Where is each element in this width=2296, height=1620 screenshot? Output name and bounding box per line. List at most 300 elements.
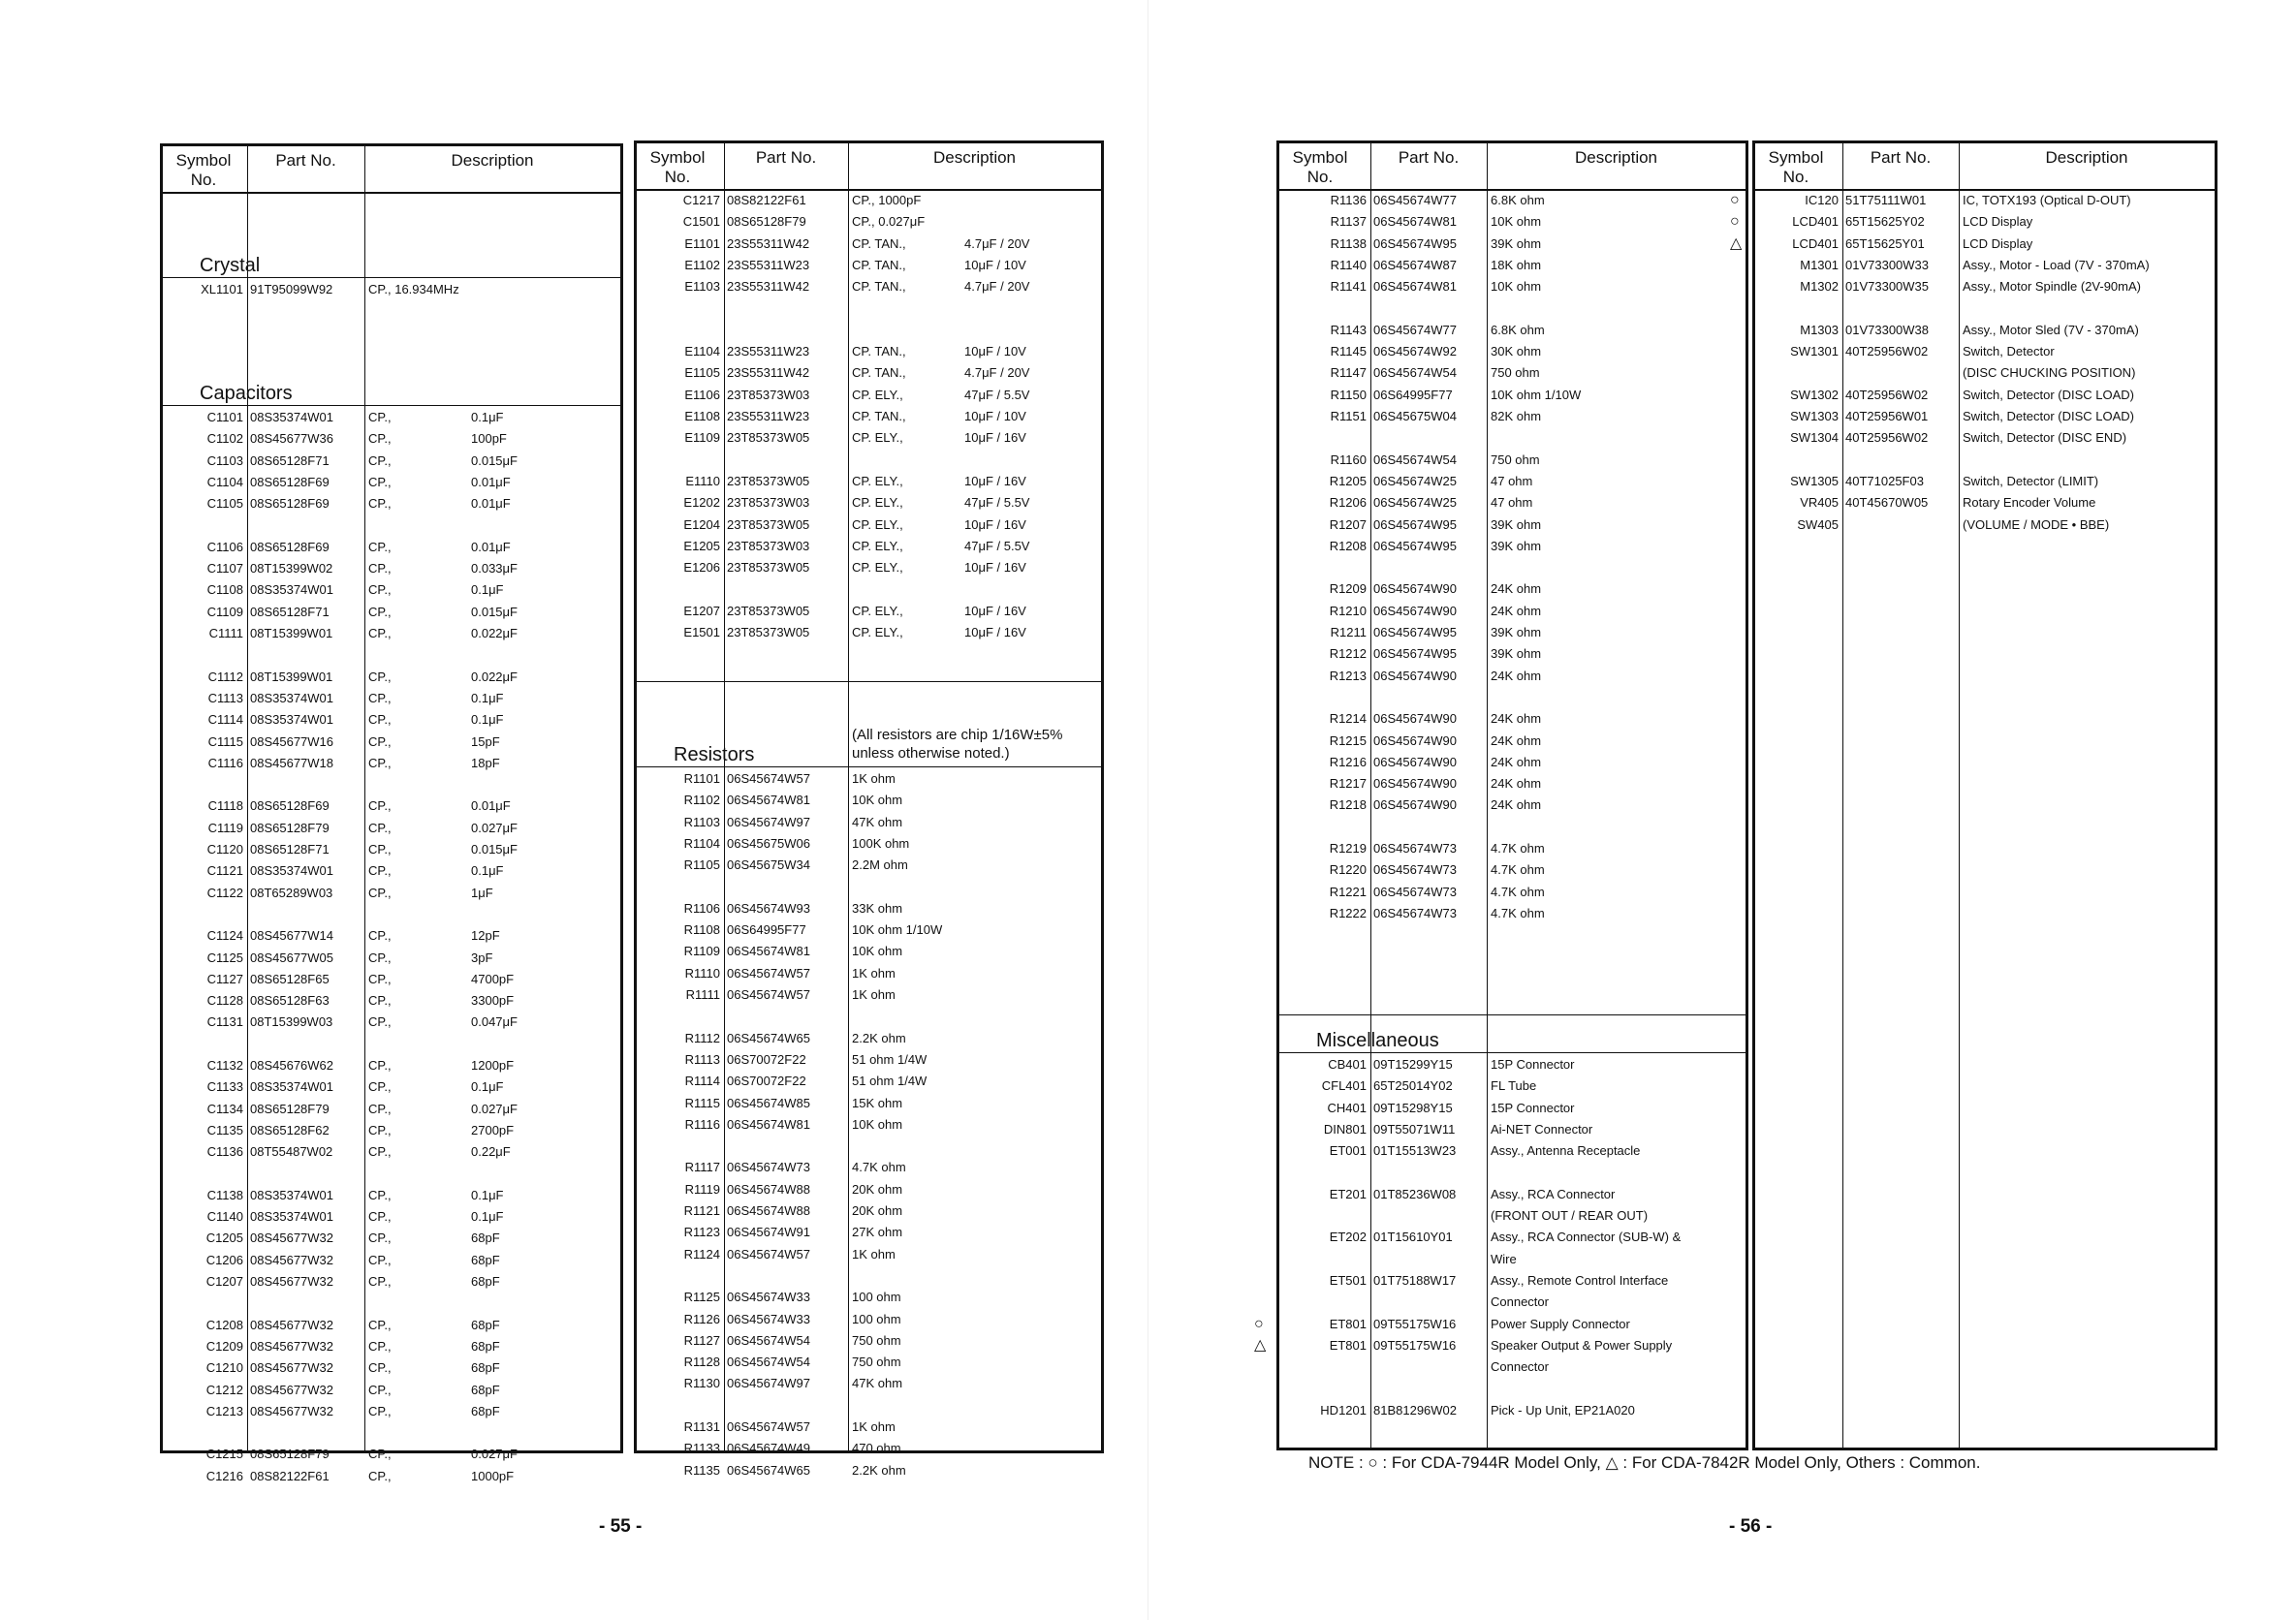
value: 0.1μF bbox=[471, 1209, 504, 1225]
symbol-no: R1207 bbox=[1329, 516, 1367, 532]
part-no: 08S45677W32 bbox=[250, 1338, 334, 1354]
part-no: 08S45677W32 bbox=[250, 1403, 334, 1418]
part-row bbox=[1279, 234, 1746, 255]
section-title-rule bbox=[1279, 1052, 1746, 1053]
description: Pick - Up Unit, EP21A020 bbox=[1491, 1402, 1635, 1418]
table-body bbox=[163, 192, 620, 1483]
description: Switch, Detector (DISC LOAD) bbox=[1963, 409, 2134, 423]
description: Ai-NET Connector bbox=[1491, 1121, 1593, 1137]
symbol-no: R1104 bbox=[683, 835, 720, 851]
description: Assy., RCA Connector (SUB-W) & bbox=[1491, 1230, 1682, 1245]
part-row bbox=[637, 341, 1101, 362]
part-row bbox=[1279, 838, 1746, 859]
part-row bbox=[1279, 773, 1746, 794]
symbol-no: R1126 bbox=[683, 1311, 720, 1326]
part-row bbox=[1279, 492, 1746, 514]
symbol-no: R1105 bbox=[683, 857, 720, 873]
description: 47 ohm bbox=[1491, 473, 1533, 488]
part-no: 06S45674W73 bbox=[1373, 862, 1458, 878]
value: 0.015μF bbox=[471, 604, 518, 619]
part-row bbox=[637, 1028, 1101, 1049]
value: 0.1μF bbox=[471, 410, 504, 424]
symbol-no: R1109 bbox=[683, 944, 720, 959]
value: 68pF bbox=[471, 1382, 500, 1397]
symbol-no: C1140 bbox=[206, 1209, 243, 1225]
description: CP. TAN., bbox=[852, 344, 906, 359]
part-row bbox=[1279, 341, 1746, 362]
description: CP., bbox=[368, 1468, 392, 1483]
part-row bbox=[1755, 385, 2215, 406]
part-no: 06S45674W33 bbox=[727, 1290, 811, 1305]
part-row bbox=[637, 536, 1101, 557]
value: 10μF / 16V bbox=[964, 603, 1026, 618]
value: 68pF bbox=[471, 1360, 500, 1376]
symbol-no: C1112 bbox=[207, 669, 243, 684]
description: CP., bbox=[368, 1187, 392, 1202]
description: 2.2M ohm bbox=[852, 857, 908, 873]
value: 2700pF bbox=[471, 1122, 515, 1137]
part-no: 06S70072F22 bbox=[727, 1074, 806, 1089]
description: CP. TAN., bbox=[852, 409, 906, 423]
description: CP., 0.027μF bbox=[852, 214, 926, 230]
description: FL Tube bbox=[1491, 1078, 1537, 1094]
value: 1200pF bbox=[471, 1058, 515, 1073]
symbol-no: R1117 bbox=[684, 1160, 720, 1175]
part-row bbox=[637, 855, 1101, 876]
symbol-no: ET001 bbox=[1329, 1143, 1367, 1159]
description: 1K ohm bbox=[852, 771, 896, 786]
part-row bbox=[163, 860, 620, 882]
symbol-no: C1121 bbox=[206, 863, 243, 879]
part-row bbox=[163, 451, 620, 472]
description: CP., bbox=[368, 1317, 392, 1332]
description: 15P Connector bbox=[1491, 1100, 1575, 1115]
part-row bbox=[1279, 578, 1746, 600]
description: 82K ohm bbox=[1491, 409, 1542, 423]
part-row bbox=[1279, 211, 1746, 233]
part-row bbox=[637, 1438, 1101, 1459]
symbol-no: E1109 bbox=[684, 430, 720, 446]
part-no: 08S65128F69 bbox=[250, 474, 330, 489]
description: CP., bbox=[368, 1014, 392, 1030]
header-part-no bbox=[1842, 143, 1959, 189]
value: 0.1μF bbox=[471, 1187, 504, 1202]
description: LCD Display bbox=[1963, 235, 2033, 251]
description: 1K ohm bbox=[852, 987, 896, 1002]
part-row bbox=[637, 1417, 1101, 1438]
value: 1000pF bbox=[471, 1468, 515, 1483]
part-no: 40T25956W02 bbox=[1845, 430, 1929, 446]
description: CP., bbox=[368, 755, 392, 770]
part-row bbox=[1279, 859, 1746, 881]
part-row bbox=[163, 558, 620, 579]
part-no: 08S82122F61 bbox=[250, 1468, 330, 1483]
value: 0.015μF bbox=[471, 452, 518, 468]
part-no: 06S45674W90 bbox=[1373, 754, 1458, 769]
symbol-no: C1216 bbox=[205, 1468, 243, 1483]
part-no: 23T85373W05 bbox=[727, 603, 810, 618]
description: 750 ohm bbox=[1491, 365, 1540, 381]
description: IC, TOTX193 (Optical D-OUT) bbox=[1963, 193, 2131, 207]
value: 47μF / 5.5V bbox=[964, 538, 1030, 553]
symbol-no: ET501 bbox=[1329, 1273, 1367, 1288]
part-row bbox=[163, 1271, 620, 1293]
description: 39K ohm bbox=[1491, 516, 1542, 532]
symbol-no: E1207 bbox=[683, 603, 720, 618]
description: CP., bbox=[368, 712, 392, 728]
symbol-no: R1137 bbox=[1330, 214, 1367, 230]
description: 39K ohm bbox=[1491, 538, 1542, 553]
description: 39K ohm bbox=[1491, 625, 1542, 639]
page-number: - 55 - bbox=[599, 1516, 643, 1537]
value: 10μF / 10V bbox=[964, 257, 1026, 272]
symbol-no: R1222 bbox=[1329, 905, 1367, 920]
value: 1μF bbox=[471, 885, 493, 900]
value: 4.7μF / 20V bbox=[964, 235, 1030, 251]
header-description-label: Description bbox=[932, 148, 1017, 167]
parts-table-capacitors-resistors bbox=[634, 140, 1104, 1478]
section-title: Resistors bbox=[674, 744, 755, 765]
description: CP., bbox=[368, 863, 392, 879]
description: 24K ohm bbox=[1491, 711, 1542, 727]
symbol-no: C1108 bbox=[206, 582, 243, 598]
value: 12pF bbox=[471, 928, 500, 944]
value: 0.027μF bbox=[471, 1447, 518, 1462]
part-no: 08S45677W05 bbox=[250, 950, 334, 965]
description: CP. ELY., bbox=[852, 495, 903, 511]
part-no: 40T45670W05 bbox=[1845, 495, 1929, 511]
description: 750 ohm bbox=[852, 1332, 901, 1348]
part-no: 06S45674W73 bbox=[1373, 841, 1458, 856]
part-no: 65T15625Y02 bbox=[1845, 214, 1925, 230]
header-symbol bbox=[1755, 143, 1842, 189]
part-no: 06S45674W57 bbox=[727, 1246, 811, 1262]
value: 0.047μF bbox=[471, 1014, 518, 1030]
symbol-no: R1127 bbox=[683, 1332, 720, 1348]
description: Switch, Detector (LIMIT) bbox=[1963, 473, 2099, 488]
part-no: 06S45674W49 bbox=[727, 1441, 811, 1456]
symbol-no: C1125 bbox=[206, 950, 243, 965]
symbol-no: CFL401 bbox=[1321, 1078, 1367, 1094]
symbol-no: R1220 bbox=[1329, 862, 1367, 878]
part-row bbox=[1279, 1184, 1746, 1205]
value: 47μF / 5.5V bbox=[964, 387, 1030, 402]
part-no: 06S45674W77 bbox=[1373, 193, 1458, 207]
part-row bbox=[637, 768, 1101, 790]
table-header bbox=[1755, 143, 2215, 191]
symbol-no: E1205 bbox=[683, 538, 720, 553]
part-no: 06S45675W04 bbox=[1373, 409, 1458, 423]
header-part-no bbox=[1370, 143, 1487, 189]
value: 10μF / 10V bbox=[964, 344, 1026, 359]
value: 0.1μF bbox=[471, 582, 504, 598]
part-no: 08S65128F71 bbox=[250, 604, 330, 619]
symbol-no: C1132 bbox=[206, 1058, 243, 1073]
symbol-no: SW1305 bbox=[1790, 473, 1839, 488]
description: 33K ohm bbox=[852, 900, 903, 916]
description: CP. ELY., bbox=[852, 603, 903, 618]
header-description-label: Description bbox=[2045, 148, 2128, 167]
part-no: 06S45674W77 bbox=[1373, 322, 1458, 337]
symbol-no: C1217 bbox=[682, 193, 720, 207]
symbol-no: C1114 bbox=[207, 712, 243, 728]
description: 24K ohm bbox=[1491, 668, 1542, 683]
part-no: 08S65128F71 bbox=[250, 842, 330, 857]
description: (DISC CHUCKING POSITION) bbox=[1963, 365, 2136, 381]
description: 750 ohm bbox=[852, 1355, 901, 1370]
part-no: 40T25956W02 bbox=[1845, 344, 1929, 359]
part-row bbox=[1755, 427, 2215, 449]
part-no: 08S35374W01 bbox=[250, 1079, 334, 1095]
value: 3300pF bbox=[471, 993, 515, 1009]
part-no: 08T55487W02 bbox=[250, 1144, 333, 1160]
symbol-no: C1210 bbox=[205, 1360, 243, 1376]
section-title: Miscellaneous bbox=[1316, 1030, 1439, 1051]
description: LCD Display bbox=[1963, 214, 2033, 230]
part-row bbox=[637, 276, 1101, 297]
part-no: 08S65128F63 bbox=[250, 993, 330, 1009]
symbol-no: E1501 bbox=[683, 625, 720, 639]
part-row bbox=[163, 990, 620, 1012]
symbol-no: R1206 bbox=[1329, 495, 1367, 511]
part-no: 06S45674W54 bbox=[1373, 365, 1458, 381]
symbol-no: E1103 bbox=[684, 279, 720, 295]
part-no: 06S45674W73 bbox=[727, 1160, 811, 1175]
symbol-no: R1123 bbox=[683, 1225, 720, 1240]
symbol-no: SW1302 bbox=[1790, 387, 1839, 402]
part-row bbox=[1755, 362, 2215, 384]
part-no: 65T15625Y01 bbox=[1845, 235, 1925, 251]
symbol-no: R1136 bbox=[1330, 193, 1367, 207]
value: 0.01μF bbox=[471, 474, 511, 489]
part-row bbox=[1279, 1227, 1746, 1248]
value: 0.022μF bbox=[471, 669, 518, 684]
part-no: 08S65128F71 bbox=[250, 452, 330, 468]
symbol-no: DIN801 bbox=[1323, 1121, 1367, 1137]
part-row bbox=[1279, 601, 1746, 622]
part-row bbox=[637, 984, 1101, 1006]
part-no: 08S35374W01 bbox=[250, 690, 334, 705]
part-no: 23S55311W42 bbox=[727, 235, 810, 251]
part-row bbox=[637, 471, 1101, 492]
part-no: 01T15610Y01 bbox=[1373, 1230, 1453, 1245]
part-no: 06S45674W88 bbox=[727, 1203, 811, 1218]
part-row bbox=[1279, 1075, 1746, 1097]
part-no: 23S55311W42 bbox=[727, 279, 810, 295]
part-no: 06S45674W92 bbox=[1373, 344, 1458, 359]
section-note: (All resistors are chip 1/16W±5% unless otherwise noted.) bbox=[852, 727, 1063, 762]
symbol-no: C1213 bbox=[205, 1403, 243, 1418]
model-note: NOTE : ○ : For CDA-7944R Model Only, △ : For CDA-7842R Model Only, Others : Common. bbox=[1308, 1453, 1981, 1472]
symbol-no: SW405 bbox=[1797, 516, 1839, 532]
symbol-no: R1160 bbox=[1330, 452, 1367, 467]
symbol-no: C1113 bbox=[207, 690, 243, 705]
part-row bbox=[1279, 794, 1746, 816]
symbol-no: ET202 bbox=[1329, 1230, 1367, 1245]
description: 1K ohm bbox=[852, 965, 896, 981]
part-no: 06S45674W91 bbox=[727, 1225, 811, 1240]
symbol-no: C1208 bbox=[205, 1317, 243, 1332]
part-no: 23S55311W23 bbox=[727, 257, 810, 272]
description: CP. TAN., bbox=[852, 235, 906, 251]
part-row bbox=[1279, 752, 1746, 773]
part-no: 23T85373W05 bbox=[727, 516, 810, 532]
symbol-no: C1128 bbox=[206, 993, 243, 1009]
description: CP., bbox=[368, 1101, 392, 1116]
parts-table-crystal-capacitors bbox=[160, 143, 623, 1483]
symbol-no: ET801 bbox=[1329, 1316, 1367, 1331]
value: 0.22μF bbox=[471, 1144, 511, 1160]
description: CP., bbox=[368, 820, 392, 835]
symbol-no: CB401 bbox=[1328, 1057, 1367, 1072]
symbol-no: C1136 bbox=[206, 1144, 243, 1160]
part-no: 08T15399W03 bbox=[250, 1014, 333, 1030]
part-no: 06S45674W81 bbox=[1373, 214, 1458, 230]
symbol-no: R1208 bbox=[1329, 538, 1367, 553]
description: CP. ELY., bbox=[852, 473, 903, 488]
part-row bbox=[163, 839, 620, 860]
symbol-no: R1150 bbox=[1330, 387, 1367, 402]
value: 0.01μF bbox=[471, 496, 511, 512]
symbol-no: R1219 bbox=[1329, 841, 1367, 856]
header-description bbox=[364, 146, 620, 192]
model-7944r-marker: ○ bbox=[1730, 192, 1740, 208]
symbol-no: E1101 bbox=[684, 235, 720, 251]
part-no: 08T15399W01 bbox=[250, 626, 333, 640]
part-no: 23T85373W03 bbox=[727, 495, 810, 511]
part-row bbox=[637, 406, 1101, 427]
part-row bbox=[637, 1373, 1101, 1394]
value: 0.027μF bbox=[471, 1101, 518, 1116]
description: 20K ohm bbox=[852, 1203, 903, 1218]
description: CP., bbox=[368, 496, 392, 512]
part-no: 09T55175W16 bbox=[1373, 1316, 1457, 1331]
symbol-no: E1204 bbox=[683, 516, 720, 532]
part-no: 08S65128F79 bbox=[250, 1101, 330, 1116]
symbol-no: C1207 bbox=[205, 1274, 243, 1289]
part-no: 01T85236W08 bbox=[1373, 1186, 1457, 1201]
description: Power Supply Connector bbox=[1491, 1316, 1630, 1331]
description: CP., bbox=[368, 1079, 392, 1095]
symbol-no: C1134 bbox=[206, 1101, 243, 1116]
part-row bbox=[637, 812, 1101, 833]
value: 68pF bbox=[471, 1252, 500, 1267]
table-header bbox=[637, 143, 1101, 191]
part-no: 23S55311W23 bbox=[727, 344, 810, 359]
part-row bbox=[1279, 1249, 1746, 1270]
value: 4.7μF / 20V bbox=[964, 365, 1030, 381]
part-row bbox=[637, 362, 1101, 384]
symbol-no: R1214 bbox=[1329, 711, 1367, 727]
description: 1K ohm bbox=[852, 1246, 896, 1262]
value: 0.01μF bbox=[471, 798, 511, 814]
part-no: 06S45674W57 bbox=[727, 771, 811, 786]
description: 10K ohm 1/10W bbox=[852, 922, 943, 938]
part-no: 08S35374W01 bbox=[250, 410, 334, 424]
description: CP., bbox=[368, 474, 392, 489]
part-no: 23S55311W23 bbox=[727, 409, 810, 423]
part-no: 08S35374W01 bbox=[250, 582, 334, 598]
part-row bbox=[163, 602, 620, 623]
part-no: 06S45674W57 bbox=[727, 965, 811, 981]
description: (VOLUME / MODE • BBE) bbox=[1963, 516, 2110, 532]
description: CP., bbox=[368, 561, 392, 576]
description: 39K ohm bbox=[1491, 235, 1542, 251]
description: Switch, Detector (DISC END) bbox=[1963, 430, 2127, 446]
symbol-no: R1147 bbox=[1330, 365, 1367, 381]
symbol-no: R1209 bbox=[1329, 581, 1367, 597]
part-no: 06S45674W85 bbox=[727, 1095, 811, 1110]
symbol-no: R1115 bbox=[684, 1095, 720, 1110]
value: 10μF / 16V bbox=[964, 430, 1026, 446]
description: Switch, Detector (DISC LOAD) bbox=[1963, 387, 2134, 402]
part-row bbox=[163, 948, 620, 969]
section-separator bbox=[1279, 1014, 1746, 1015]
symbol-no: R1217 bbox=[1329, 776, 1367, 792]
part-no: 06S45674W90 bbox=[1373, 603, 1458, 618]
part-row bbox=[637, 1222, 1101, 1243]
part-row bbox=[163, 1357, 620, 1379]
symbol-no: R1125 bbox=[683, 1290, 720, 1305]
section-title: Crystal bbox=[200, 255, 261, 276]
part-row bbox=[637, 211, 1101, 233]
part-row bbox=[637, 1200, 1101, 1222]
symbol-no: C1133 bbox=[206, 1079, 243, 1095]
value: 100pF bbox=[471, 431, 507, 447]
symbol-no: E1105 bbox=[684, 365, 720, 381]
symbol-no: R1102 bbox=[683, 793, 720, 808]
symbol-no: C1135 bbox=[206, 1122, 243, 1137]
symbol-no: R1135 bbox=[683, 1462, 720, 1478]
part-row bbox=[1279, 1054, 1746, 1075]
part-no: 06S45674W88 bbox=[727, 1181, 811, 1197]
symbol-no: C1116 bbox=[207, 755, 243, 770]
part-row bbox=[1279, 731, 1746, 752]
part-no: 06S45674W54 bbox=[1373, 452, 1458, 467]
value: 0.1μF bbox=[471, 712, 504, 728]
header-description bbox=[848, 143, 1101, 189]
description: 51 ohm 1/4W bbox=[852, 1074, 928, 1089]
section-separator bbox=[637, 681, 1101, 682]
part-row bbox=[1254, 1335, 1746, 1356]
symbol-no: R1133 bbox=[683, 1441, 720, 1456]
part-row bbox=[163, 537, 620, 558]
part-no: 23T85373W03 bbox=[727, 538, 810, 553]
description: Assy., Remote Control Interface bbox=[1491, 1273, 1669, 1288]
value: 4.7μF / 20V bbox=[964, 279, 1030, 295]
value: 68pF bbox=[471, 1231, 500, 1246]
value: 10μF / 16V bbox=[964, 516, 1026, 532]
value: 18pF bbox=[471, 755, 500, 770]
description: CP., 1000pF bbox=[852, 193, 922, 207]
description: Assy., Motor Spindle (2V-90mA) bbox=[1963, 279, 2141, 295]
part-row bbox=[637, 1309, 1101, 1330]
description: 1K ohm bbox=[852, 1419, 896, 1434]
symbol-no: XL1101 bbox=[201, 282, 243, 296]
part-row bbox=[1279, 362, 1746, 384]
symbol-no: R1114 bbox=[684, 1074, 720, 1089]
table-body bbox=[1730, 189, 2215, 1448]
symbol-no: C1109 bbox=[206, 604, 243, 619]
description: 15K ohm bbox=[852, 1095, 903, 1110]
part-row bbox=[1279, 1292, 1746, 1313]
description: CP., bbox=[368, 626, 392, 640]
part-row bbox=[1755, 514, 2215, 536]
header-part-label: Part No. bbox=[275, 151, 336, 170]
description: 47K ohm bbox=[852, 1376, 903, 1391]
part-row bbox=[163, 1120, 620, 1141]
description: 6.8K ohm bbox=[1491, 322, 1545, 337]
